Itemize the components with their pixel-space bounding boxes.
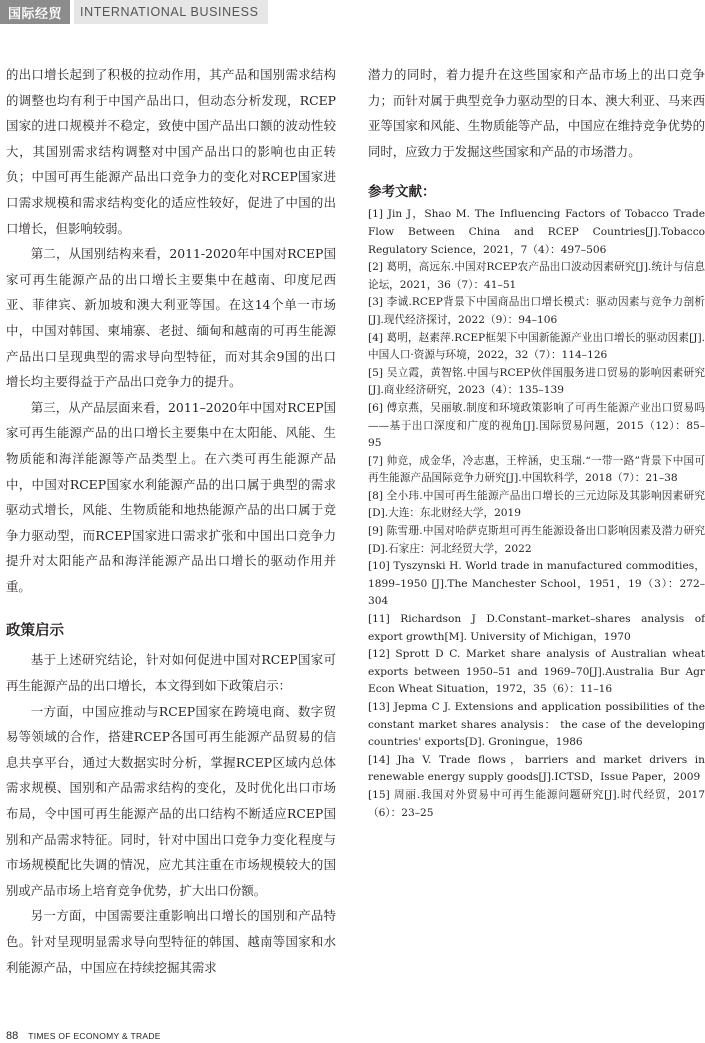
reference-item: [9] 陈雪珊.中国对哈萨克斯坦可再生能源设备出口影响因素及潜力研究[D].石家庄：河北经贸大学，2022 [368, 525, 705, 555]
reference-item: [4] 葛明，赵素萍.RCEP框架下中国新能源产业出口增长的驱动因素[J].中国人口·资源与环境，2022，32（7）：114–126 [368, 331, 705, 362]
body-paragraph: 基于上述研究结论，针对如何促进中国对RCEP国家可再生能源产品的出口增长，本文得到如下政策启示： [6, 652, 336, 694]
left-column [6, 62, 336, 980]
journal-name: TIMES OF ECONOMY & TRADE [28, 1031, 161, 1041]
body-paragraph: 第三，从产品层面来看，2011–2020年中国对RCEP国家可再生能源产品的出口增长主要集中在太阳能、风能、生物质能和海洋能源等产品类型上。在六类可再生能源产品中，中国对RCEP国家水利能源产品的出口属于典型的需求驱动式增长，风能、生物质能和地热能源产品的出口属于竞争力驱动型，而RCEP国家进口需求扩张和中国出口竞争力提升对太阳能产品和海洋能源产品出口增长的驱动作用并重。 [6, 399, 336, 594]
right-column [368, 62, 705, 822]
references-title: 参考文献： [368, 184, 436, 201]
section-header [0, 0, 268, 24]
reference-item: [8] 全小玮.中国可再生能源产品出口增长的三元边际及其影响因素研究[D].大连：东北财经大学，2019 [368, 489, 705, 520]
reference-list [368, 206, 705, 822]
reference-item: [5] 吴立霞，黄智铭.中国与RCEP伙伴国服务进口贸易的影响因素研究[J].商业经济研究，2023（4）：135–139 [368, 366, 705, 397]
reference-item: [11] Richardson J D.Constant–market–shares analysis of export growth[M]. University of Michigan，1970 [368, 613, 705, 643]
reference-item: [15] 周丽.我国对外贸易中可再生能源问题研究[J].时代经贸，2017（6）：23–25 [368, 788, 705, 819]
body-paragraph: 一方面，中国应推动与RCEP国家在跨境电商、数字贸易等领域的合作，搭建RCEP各国可再生能源产品贸易的信息共享平台，通过大数据实时分析，掌握RCEP区域内总体需求规模、国别和产品需求结构的变化，及时优化出口市场布局，令中国可再生能源产品的出口结构不断适应RCEP国别和产品需求特征。同时，针对中国出口竞争力变化程度与市场规模配比失调的情况，应尤其注重在市场规模较大的国别或产品市场上培育竞争优势，扩大出口份额。 [6, 703, 336, 898]
body-paragraph: 潜力的同时，着力提升在这些国家和产品市场上的出口竞争力；而针对属于典型竞争力驱动型的日本、澳大利亚、马来西亚等国家和风能、生物质能等产品，中国应在维持竞争优势的同时，应致力于发掘这些国家和产品的市场潜力。 [368, 67, 705, 159]
reference-item: [10] Tyszynski H. World trade in manufactured commodities，1899–1950 [J].The Manchester School，1951，19（3）：272–304 [368, 560, 705, 608]
body-paragraph: 第二，从国别结构来看，2011-2020年中国对RCEP国家可再生能源产品的出口增长主要集中在越南、印度尼西亚、菲律宾、新加坡和澳大利亚等国。在这14个单一市场中，中国对韩国、柬埔寨、老挝、缅甸和越南的可再生能源产品出口呈现典型的需求导向型特征，而对其余9国的出口增长均主要得益于产品出口竞争力的提升。 [6, 246, 336, 390]
page-number: 88 [6, 1030, 19, 1042]
section-title-policy: 政策启示 [6, 623, 64, 640]
section-category-en: INTERNATIONAL BUSINESS [74, 0, 268, 24]
reference-item: [12] Sprott D C. Market share analysis of Australian wheat exports between 1950–51 and 1969–70[J].Australia Bur Agr Econ Wheat Situation，1972，35（6）：11–16 [368, 648, 705, 696]
page-footer [6, 1030, 161, 1042]
body-paragraph: 另一方面，中国需要注重影响出口增长的国别和产品特色。针对呈现明显需求导向型特征的韩国、越南等国家和水利能源产品，中国应在持续挖掘其需求 [6, 908, 336, 975]
reference-item: [14] Jha V. Trade flows，barriers and market drivers in renewable energy supply goods[J].ICTSD，Issue Paper，2009 [368, 753, 705, 784]
reference-item: [1] Jin J，Shao M. The Influencing Factors of Tobacco Trade Flow Between China and RCEP Countries[J].Tobacco Regulatory Science，2021，7（4）：497–506 [368, 208, 705, 256]
reference-item: [7] 帅竞，成金华，冷志惠，王梓涵，史玉瑞.“一带一路”背景下中国可再生能源产品国际竞争力研究[J].中国软科学，2018（7）：21–38 [368, 454, 705, 485]
reference-item: [6] 傅京燕，吴丽敏.制度和环境政策影响了可再生能源产业出口贸易吗——基于出口深度和广度的视角[J].国际贸易问题，2015（12）：85–95 [368, 401, 705, 450]
reference-item: [2] 葛明，高远东.中国对RCEP农产品出口波动因素研究[J].统计与信息论坛，2021，36（7）：41–51 [368, 261, 705, 291]
body-paragraph: 的出口增长起到了积极的拉动作用，其产品和国别需求结构的调整也均有利于中国产品出口，但动态分析发现，RCEP国家的进口规模并不稳定，致使中国产品出口额的波动性较大，其国别需求结构调整对中国产品出口的影响也由正转负；中国可再生能源产品出口竞争力的变化对RCEP国家进口需求规模和需求结构变化的适应性较好，促进了中国的出口增长，但影响较弱。 [6, 67, 336, 236]
reference-item: [13] Jepma C J. Extensions and application possibilities of the constant market shares analysis： the case of the developing countries' exports[D]. Groningue，1986 [368, 701, 705, 749]
reference-item: [3] 李诚.RCEP背景下中国商品出口增长模式：驱动因素与竞争力剖析[J].现代经济探讨，2022（9）：94–106 [368, 296, 705, 326]
section-category-cn: 国际经贸 [0, 0, 70, 24]
